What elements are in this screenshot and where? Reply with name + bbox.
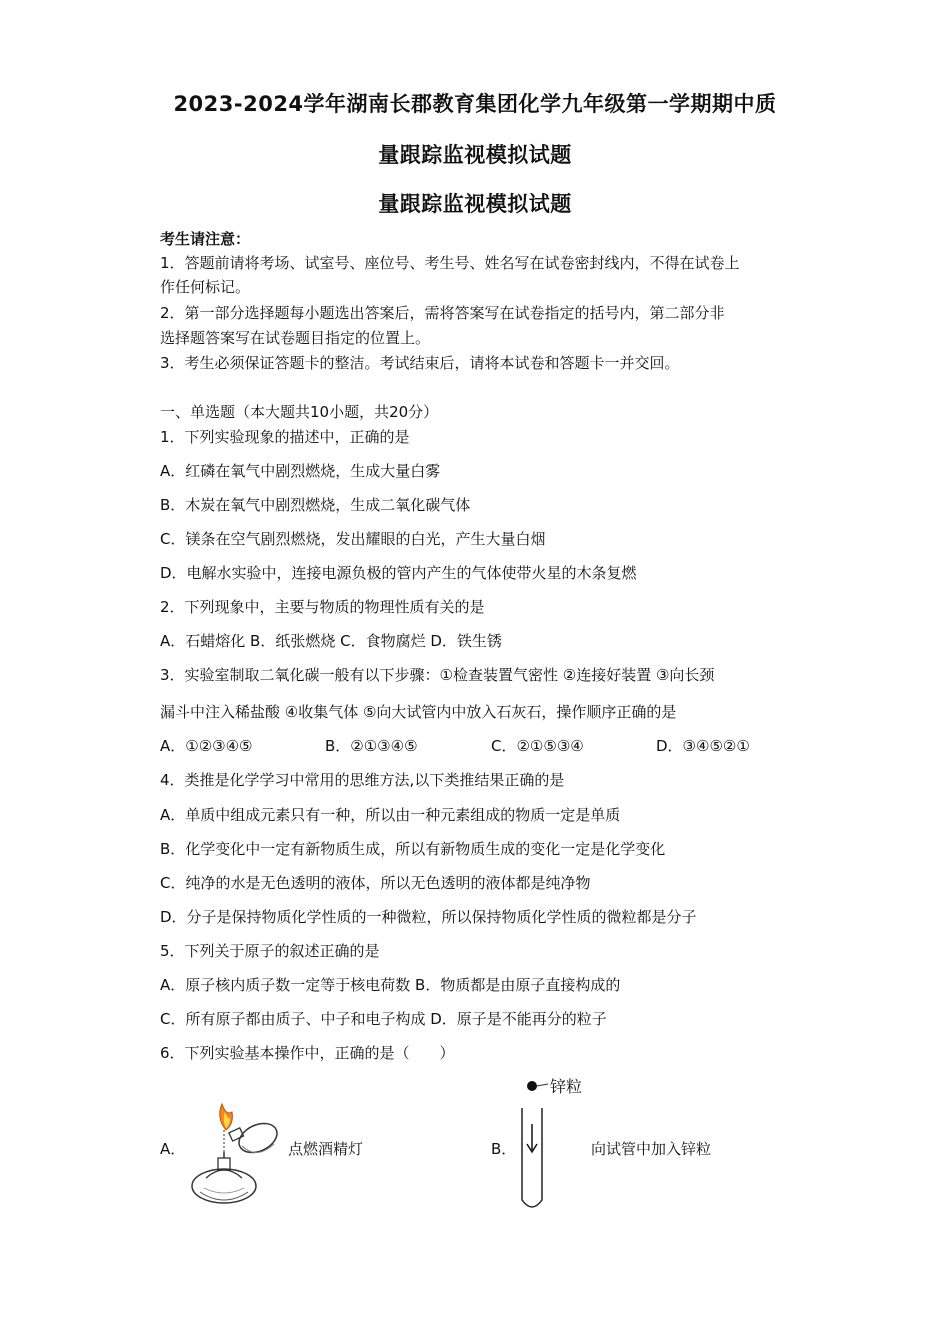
q2-stem: 2．下列现象中，主要与物质的物理性质有关的是	[160, 598, 485, 616]
q5-options-cd: C．所有原子都由质子、中子和电子构成 D．原子是不能再分的粒子	[160, 1010, 607, 1028]
q4-option-a: A．单质中组成元素只有一种，所以由一种元素组成的物质一定是单质	[160, 806, 621, 824]
q4-option-c: C．纯净的水是无色透明的液体，所以无色透明的液体都是纯净物	[160, 874, 591, 892]
notice-item-1b: 作任何标记。	[160, 278, 251, 296]
q3-stem-2: 漏斗中注入稀盐酸 ④收集气体 ⑤向大试管内中放入石灰石，操作顺序正确的是	[160, 703, 677, 721]
title-line-1: 2023-2024学年湖南长郡教育集团化学九年级第一学期期中质	[173, 92, 777, 116]
alcohol-lamp-lighting-icon	[186, 1100, 286, 1210]
q5-stem: 5．下列关于原子的叙述正确的是	[160, 942, 380, 960]
q1-option-c: C．镁条在空气剧烈燃烧，发出耀眼的白光，产生大量白烟	[160, 530, 546, 548]
q3-option-c: C．②①⑤③④	[491, 737, 584, 755]
q4-option-d: D．分子是保持物质化学性质的一种微粒，所以保持物质化学性质的微粒都是分子	[160, 908, 697, 926]
title-line-2: 量跟踪监视模拟试题	[378, 143, 572, 167]
q6-stem: 6．下列实验基本操作中，正确的是（ ）	[160, 1044, 455, 1062]
q6-option-a-text: 点燃酒精灯	[288, 1140, 364, 1158]
q5-options-ab: A．原子核内质子数一定等于核电荷数 B．物质都是由原子直接构成的	[160, 976, 621, 994]
q3-option-b: B．②①③④⑤	[325, 737, 418, 755]
q6-option-b-label: B．	[491, 1140, 517, 1158]
q1-stem: 1．下列实验现象的描述中，正确的是	[160, 428, 410, 446]
q3-stem-1: 3．实验室制取二氧化碳一般有以下步骤：①检查装置气密性 ②连接好装置 ③向长颈	[160, 666, 715, 684]
q4-stem: 4．类推是化学学习中常用的思维方法,以下类推结果正确的是	[160, 771, 565, 789]
q3-option-d: D．③④⑤②①	[656, 737, 750, 755]
section-heading: 一、单选题（本大题共10小题，共20分）	[160, 403, 439, 421]
zinc-label: 锌粒	[550, 1077, 583, 1096]
notice-heading: 考生请注意：	[160, 230, 251, 248]
q1-option-d: D．电解水实验中，连接电源负极的管内产生的气体使带火星的木条复燃	[160, 564, 637, 582]
title-line-3: 量跟踪监视模拟试题	[378, 192, 572, 216]
q1-option-b: B．木炭在氧气中剧烈燃烧，生成二氧化碳气体	[160, 496, 471, 514]
notice-item-3: 3．考生必须保证答题卡的整洁。考试结束后，请将本试卷和答题卡一并交回。	[160, 354, 680, 372]
notice-item-2b: 选择题答案写在试卷题目指定的位置上。	[160, 329, 431, 347]
notice-item-2a: 2．第一部分选择题每小题选出答案后，需将答案写在试卷指定的括号内，第二部分非	[160, 304, 725, 322]
q6-option-b-text: 向试管中加入锌粒	[591, 1140, 712, 1158]
q2-options: A．石蜡熔化 B．纸张燃烧 C．食物腐烂 D．铁生锈	[160, 632, 502, 650]
q6-option-a-label: A．	[160, 1140, 186, 1158]
notice-item-1a: 1．答题前请将考场、试室号、座位号、考生号、姓名写在试卷密封线内，不得在试卷上	[160, 254, 740, 272]
q1-option-a: A．红磷在氧气中剧烈燃烧，生成大量白雾	[160, 462, 441, 480]
q4-option-b: B．化学变化中一定有新物质生成，所以有新物质生成的变化一定是化学变化	[160, 840, 666, 858]
q3-option-a: A．①②③④⑤	[160, 737, 253, 755]
